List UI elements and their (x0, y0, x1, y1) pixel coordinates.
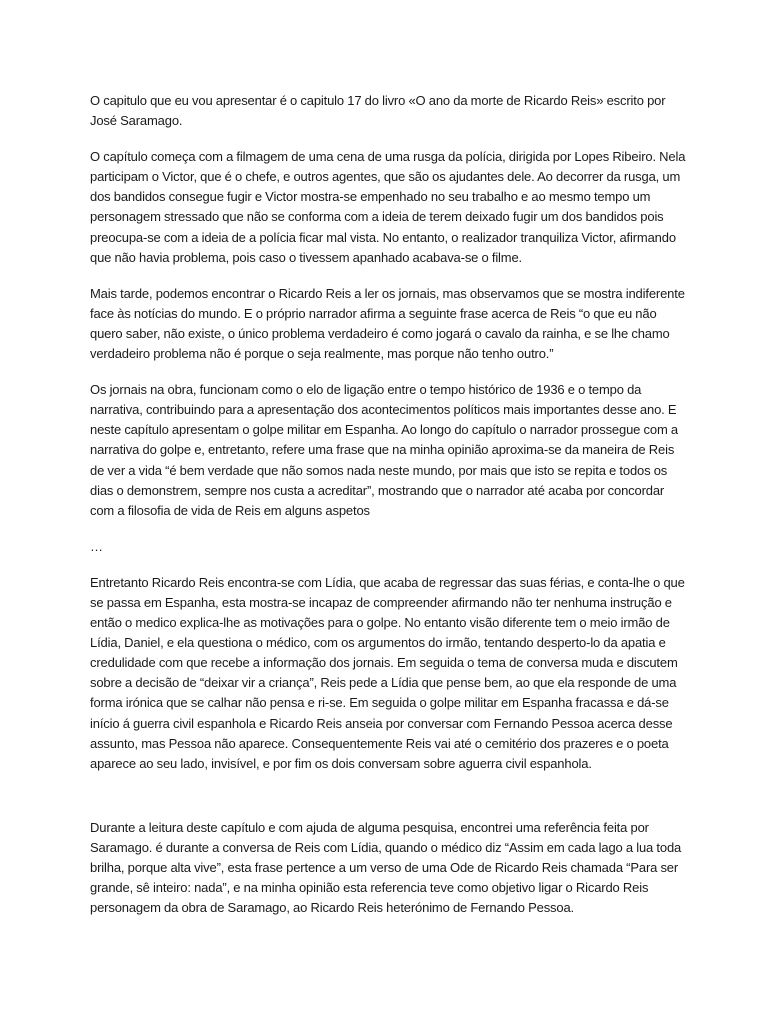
paragraph-lidia: Entretanto Ricardo Reis encontra-se com Lídia, que acaba de regressar das suas férias, e conta-lhe o que se passa em Espanha, esta mostra-se incapaz de compreender afirmando não ter nenhuma instrução e então o medico explica-lhe as motivações para o golpe. No entanto visão diferente tem o meio irmão de Lídia, Daniel, e ela questiona o médico, com os argumentos do irmão, tentando desperto-lo da apatia e credulidade com que recebe a informação dos jornais. Em seguida o tema de conversa muda e discutem sobre a decisão de “deixar vir a criança”, Reis pede a Lídia que pense bem, ao que ela responde de uma forma irónica que se calhar não pensa e ri-se. Em seguida o golpe militar em Espanha fracassa e dá-se início á guerra civil espanhola e Ricardo Reis anseia por conversar com Fernando Pessoa acerca desse assunto, mas Pessoa não aparece. Consequentemente Reis vai até o cemitério dos prazeres e o poeta aparece ao seu lado, invisível, e por fim os dois conversam sobre aguerra civil espanhola. (90, 574, 685, 771)
paragraph-newspapers-reading: Mais tarde, podemos encontrar o Ricardo Reis a ler os jornais, mas observamos que se mostra indiferente face às notícias do mundo. E o próprio narrador afirma a seguinte frase acerca de Reis “o que eu não quero saber, não existe, o único problema verdadeiro é como jogará o cavalo da rainha, e se lhe chamo verdadeiro problema não é porque o seja realmente, mas porque não tenho outro.” (90, 285, 685, 362)
paragraph-ellipsis: … (90, 538, 103, 554)
paragraph-filming: O capítulo começa com a filmagem de uma cena de uma rusga da polícia, dirigida por Lopes Ribeiro. Nela participam o Victor, que é o chefe, e outros agentes, que são os ajudantes dele. Ao decorrer da rusga, um dos bandidos consegue fugir e Victor mostra-se empenhado no seu trabalho e ao mesmo tempo um personagem stressado que não se conforma com a ideia de terem deixado fugir um dos bandidos pois preocupa-se com a ideia de a polícia ficar mal vista. No entanto, o realizador tranquiliza Victor, afirmando que não havia problema, pois caso o tivessem apanhado acabava-se o filme. (90, 149, 686, 265)
paragraph-newspapers-role: Os jornais na obra, funcionam como o elo de ligação entre o tempo histórico de 1936 e o tempo da narrativa, contribuindo para a apresentação dos acontecimentos políticos mais importantes desse ano. E neste capítulo apresentam o golpe militar em Espanha. Ao longo do capítulo o narrador prossegue com a narrativa do golpe e, entretanto, refere uma frase que na minha opinião aproxima-se da maneira de Reis de ver a vida “é bem verdade que não somos nada neste mundo, por mais que isto se repita e todos os dias o demonstrem, sempre nos custa a acreditar”, mostrando que o narrador até acaba por concordar com a filosofia de vida de Reis em alguns aspetos (90, 382, 678, 518)
paragraph-reference: Durante a leitura deste capítulo e com ajuda de alguma pesquisa, encontrei uma referência feita por Saramago. é durante a conversa de Reis com Lídia, quando o médico diz “Assim em cada lago a lua toda brilha, porque alta vive”, esta frase pertence a um verso de uma Ode de Ricardo Reis chamada “Para ser grande, sê inteiro: nada”, e na minha opinião esta referencia teve como objetivo ligar o Ricardo Reis personagem da obra de Saramago, ao Ricardo Reis heterónimo de Fernando Pessoa. (90, 819, 682, 916)
paragraph-intro: O capitulo que eu vou apresentar é o capitulo 17 do livro «O ano da morte de Ricardo Reis» escrito por José Saramago. (90, 93, 666, 129)
